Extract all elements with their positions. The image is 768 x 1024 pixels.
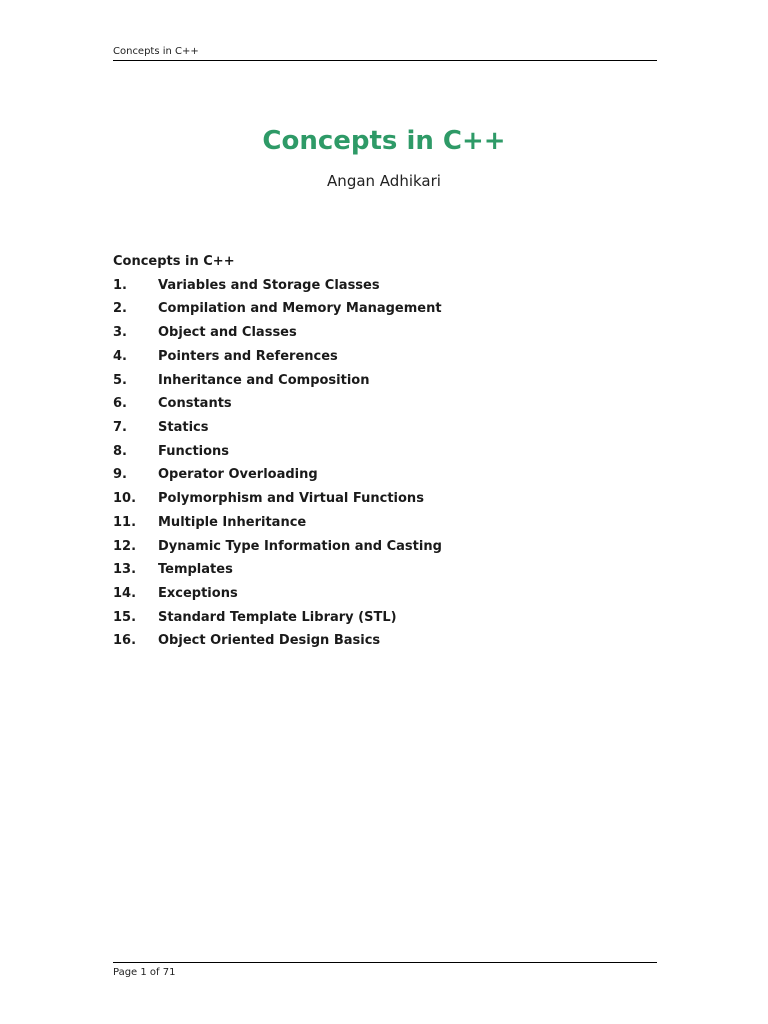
page-footer — [113, 962, 657, 979]
toc-item-label: Constants — [158, 396, 232, 412]
header-divider — [113, 60, 657, 61]
toc-item-label: Inheritance and Composition — [158, 372, 370, 388]
toc-item-number: 5. — [113, 372, 127, 388]
toc-list — [113, 276, 657, 652]
toc-item-number: 9. — [113, 467, 127, 483]
toc-item-label: Operator Overloading — [158, 467, 318, 483]
toc-item-number: 8. — [113, 443, 127, 459]
toc-item-number: 15. — [113, 609, 137, 625]
toc-item-label: Functions — [158, 443, 230, 459]
toc-item-label: Pointers and References — [158, 348, 338, 364]
toc-item — [113, 347, 657, 367]
toc-item — [113, 631, 657, 651]
page-header — [113, 45, 657, 61]
toc-item-label: Statics — [158, 420, 209, 435]
document-title: Concepts in C++ — [262, 126, 506, 156]
toc-item-number: 6. — [113, 396, 127, 412]
toc-item-number: 12. — [113, 538, 137, 554]
toc-item — [113, 513, 657, 533]
toc-item — [113, 276, 657, 296]
toc-item-number: 16. — [113, 633, 137, 649]
toc-item — [113, 489, 657, 509]
toc-item-number: 7. — [113, 420, 127, 435]
toc-item-label: Polymorphism and Virtual Functions — [158, 491, 424, 507]
toc-item — [113, 299, 657, 319]
toc-item — [113, 608, 657, 628]
toc-item — [113, 371, 657, 391]
toc-item — [113, 584, 657, 604]
page-indicator: Page 1 of 71 — [113, 967, 176, 978]
toc-heading: Concepts in C++ — [113, 254, 235, 269]
toc-item — [113, 418, 657, 438]
document-author: Angan Adhikari — [327, 172, 441, 190]
toc-item-number: 10. — [113, 491, 137, 507]
toc-item — [113, 537, 657, 557]
toc-item-label: Object and Classes — [158, 325, 297, 341]
footer-divider — [113, 962, 657, 963]
toc-item-label: Multiple Inheritance — [158, 514, 307, 530]
toc-item-number: 4. — [113, 348, 127, 364]
toc-item-label: Standard Template Library (STL) — [158, 609, 397, 625]
toc-item-number: 3. — [113, 325, 127, 341]
toc-item-number: 11. — [113, 514, 137, 530]
toc-item — [113, 394, 657, 414]
running-header-title: Concepts in C++ — [113, 46, 199, 57]
toc-item-label: Dynamic Type Information and Casting — [158, 538, 442, 554]
toc-item — [113, 323, 657, 343]
toc-item-number: 1. — [113, 277, 127, 293]
toc-item-number: 14. — [113, 586, 137, 602]
toc-item-label: Templates — [158, 562, 233, 578]
toc-item-label: Variables and Storage Classes — [158, 277, 380, 293]
table-of-contents — [113, 252, 657, 655]
toc-item-number: 2. — [113, 301, 127, 317]
toc-item-label: Compilation and Memory Management — [158, 301, 442, 317]
toc-item-label: Exceptions — [158, 586, 238, 602]
toc-item-label: Object Oriented Design Basics — [158, 633, 381, 649]
toc-item-number: 13. — [113, 562, 137, 578]
toc-item — [113, 442, 657, 462]
toc-item — [113, 560, 657, 580]
toc-item — [113, 465, 657, 485]
